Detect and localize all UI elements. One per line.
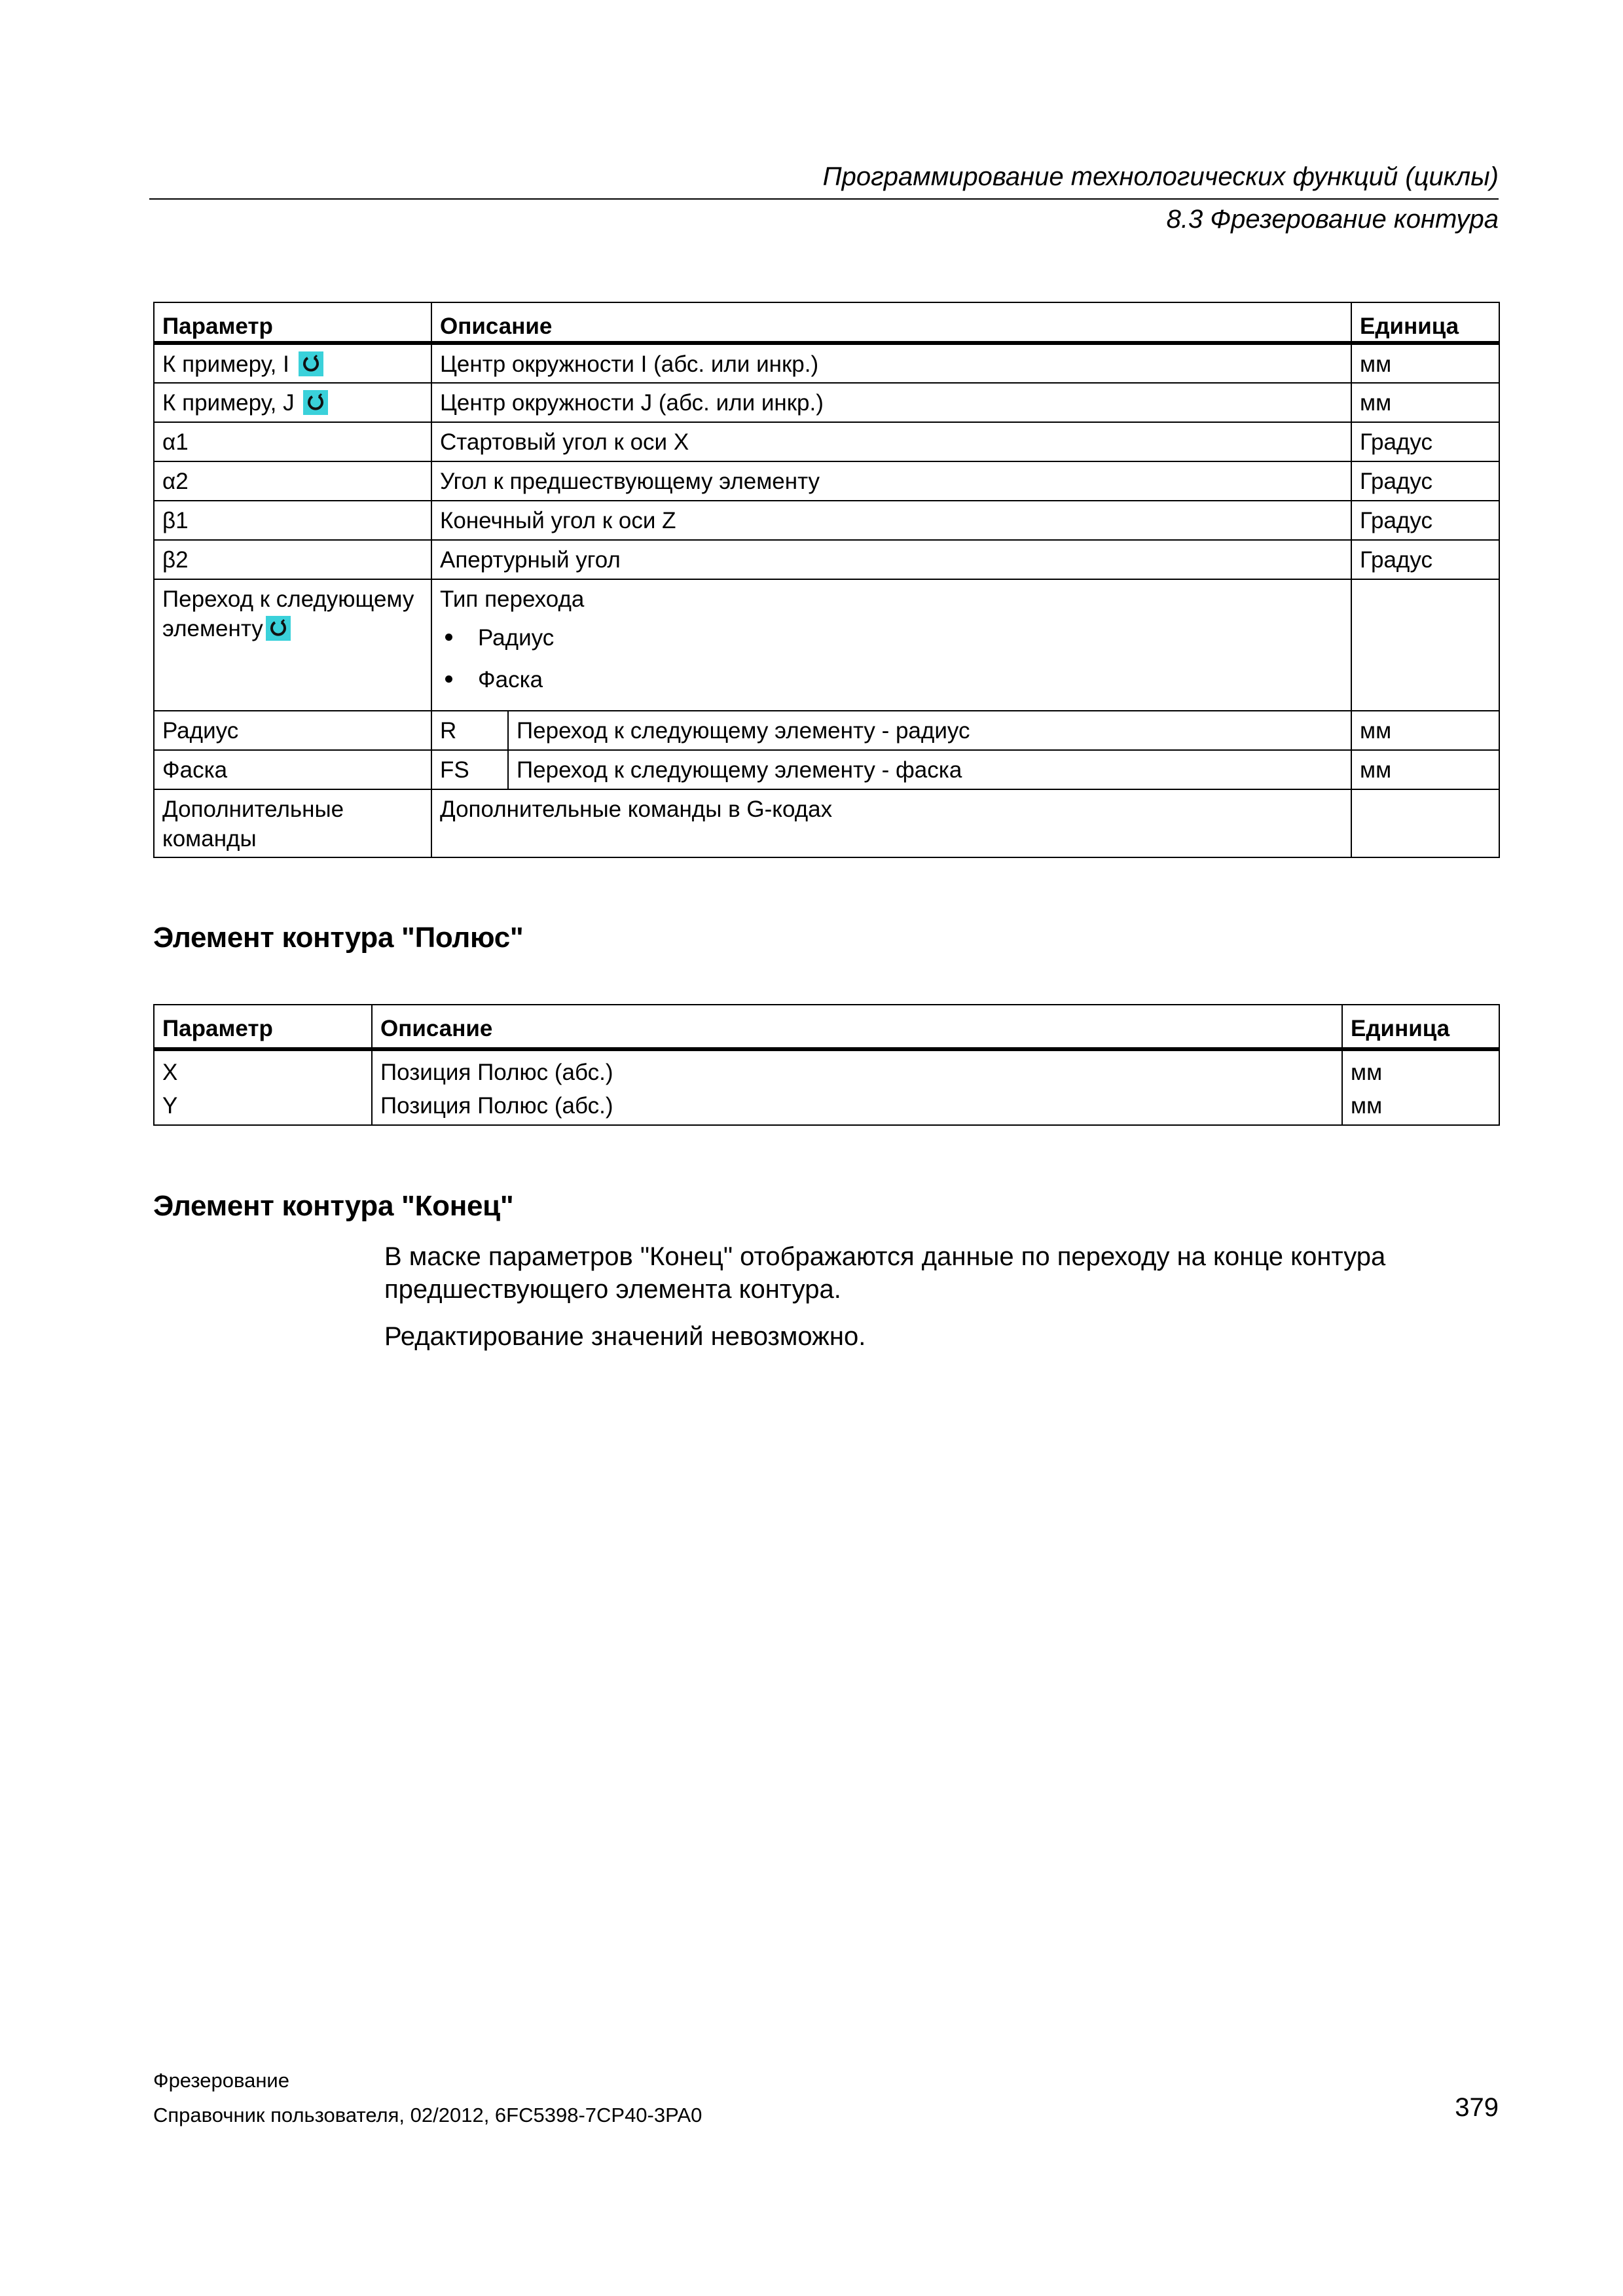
unit-cell: мм — [1351, 383, 1499, 422]
table-header-row — [154, 302, 1499, 343]
toggle-icon — [299, 351, 323, 376]
desc-cell: Переход к следующему элементу - фаска — [508, 750, 1351, 789]
param-cell — [154, 579, 431, 711]
table-row — [154, 1049, 1499, 1088]
param-cell — [154, 383, 431, 422]
page-number: 379 — [1455, 2093, 1499, 2122]
param-label: К примеру, J — [162, 390, 295, 416]
table-row — [154, 750, 1499, 789]
table-row — [154, 711, 1499, 750]
desc-cell: Конечный угол к оси Z — [431, 501, 1351, 540]
code-cell: R — [431, 711, 508, 750]
param-cell: β1 — [154, 501, 431, 540]
toggle-icon — [266, 616, 291, 641]
desc-cell — [431, 579, 1351, 711]
param-label: Переход к следующему элементу — [162, 586, 414, 641]
table-row — [154, 383, 1499, 422]
table-row — [154, 540, 1499, 579]
column-header-description: Описание — [431, 302, 1351, 343]
table-header-row — [154, 1005, 1499, 1049]
column-header-parameter: Параметр — [154, 1005, 372, 1049]
running-header-title: Программирование технологических функций (циклы) — [822, 162, 1499, 191]
unit-cell — [1351, 789, 1499, 857]
list-item: Радиус — [440, 623, 1343, 665]
header-rule — [149, 198, 1499, 200]
footer-document-info: Справочник пользователя, 02/2012, 6FC5398-7CP40-3PA0 — [153, 2104, 702, 2126]
param-cell: β2 — [154, 540, 431, 579]
toggle-icon — [303, 390, 328, 415]
unit-cell: мм — [1342, 1088, 1499, 1125]
pole-parameter-table — [153, 1004, 1500, 1126]
unit-cell: мм — [1351, 750, 1499, 789]
column-header-parameter: Параметр — [154, 302, 431, 343]
desc-cell: Апертурный угол — [431, 540, 1351, 579]
desc-cell: Центр окружности J (абс. или инкр.) — [431, 383, 1351, 422]
transition-options-list — [440, 623, 1343, 707]
param-cell: X — [154, 1049, 372, 1088]
desc-cell: Угол к предшествующему элементу — [431, 461, 1351, 501]
table-row — [154, 422, 1499, 461]
table-row — [154, 1088, 1499, 1125]
unit-cell: мм — [1351, 343, 1499, 383]
table-row — [154, 461, 1499, 501]
desc-cell: Переход к следующему элементу - радиус — [508, 711, 1351, 750]
section-heading-end: Элемент контура "Конец" — [153, 1190, 514, 1222]
unit-cell — [1351, 579, 1499, 711]
desc-cell: Центр окружности I (абс. или инкр.) — [431, 343, 1351, 383]
param-cell: Дополнительные команды — [154, 789, 431, 857]
param-cell: α2 — [154, 461, 431, 501]
body-paragraph: В маске параметров "Конец" отображаются данные по переходу на конце контура предшествующего элемента контура. — [384, 1242, 1386, 1304]
param-cell: α1 — [154, 422, 431, 461]
running-header-section: 8.3 Фрезерование контура — [1166, 205, 1499, 234]
param-cell — [154, 343, 431, 383]
unit-cell: Градус — [1351, 501, 1499, 540]
unit-cell: Градус — [1351, 461, 1499, 501]
unit-cell: Градус — [1351, 422, 1499, 461]
param-cell: Фаска — [154, 750, 431, 789]
body-paragraph: Редактирование значений невозможно. — [384, 1322, 866, 1351]
column-header-unit: Единица — [1342, 1005, 1499, 1049]
table-row — [154, 789, 1499, 857]
desc-cell: Стартовый угол к оси X — [431, 422, 1351, 461]
table-row — [154, 579, 1499, 711]
footer-title: Фрезерование — [153, 2069, 289, 2092]
unit-cell: мм — [1351, 711, 1499, 750]
parameter-table — [153, 302, 1500, 858]
desc-cell: Позиция Полюс (абс.) — [372, 1049, 1342, 1088]
param-cell: Y — [154, 1088, 372, 1125]
section-heading-pole: Элемент контура "Полюс" — [153, 922, 524, 954]
desc-cell: Дополнительные команды в G-кодах — [431, 789, 1351, 857]
table-row — [154, 343, 1499, 383]
table-row — [154, 501, 1499, 540]
param-label: К примеру, I — [162, 351, 289, 377]
code-cell: FS — [431, 750, 508, 789]
transition-type-label: Тип перехода — [440, 586, 585, 612]
list-item: Фаска — [440, 665, 1343, 707]
unit-cell: мм — [1342, 1049, 1499, 1088]
unit-cell: Градус — [1351, 540, 1499, 579]
param-cell: Радиус — [154, 711, 431, 750]
column-header-description: Описание — [372, 1005, 1342, 1049]
desc-cell: Позиция Полюс (абс.) — [372, 1088, 1342, 1125]
column-header-unit: Единица — [1351, 302, 1499, 343]
